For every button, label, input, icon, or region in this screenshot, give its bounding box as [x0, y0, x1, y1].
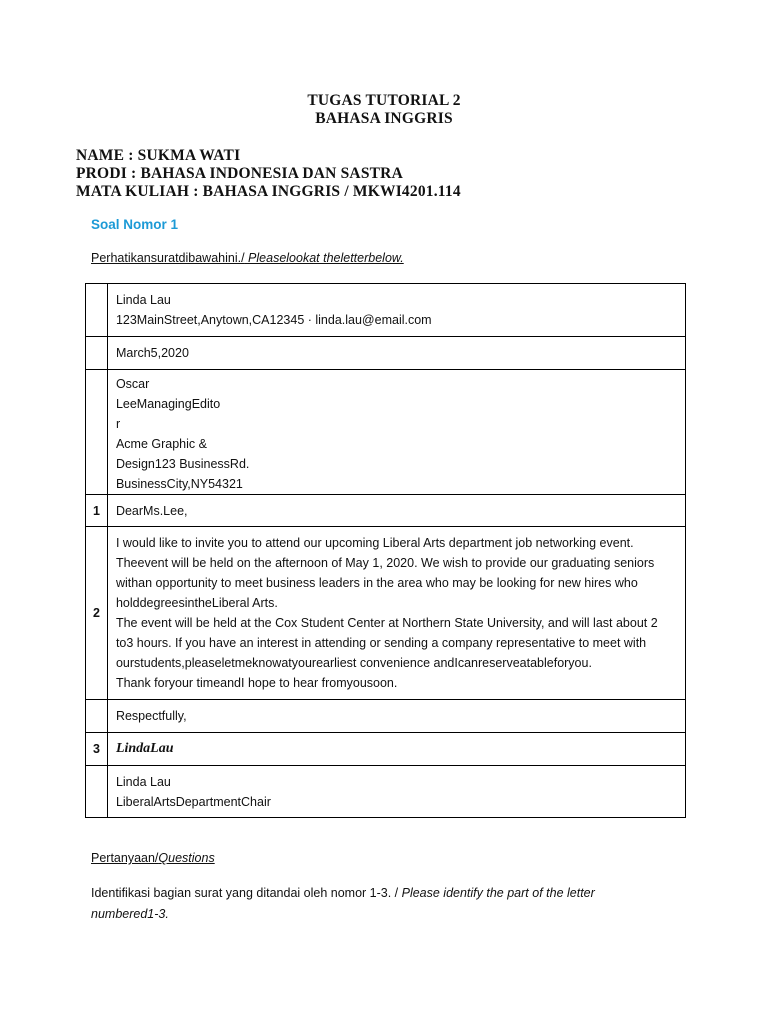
questions-heading-en: Questions [158, 851, 215, 865]
recipient-line: Oscar [115, 377, 150, 391]
letter-table [85, 283, 686, 818]
question-number-heading: Soal Nomor 1 [91, 217, 179, 232]
recipient-line: LeeManagingEdito [115, 397, 221, 411]
questions-body-id: Identifikasi bagian surat yang ditandai oleh nomor 1-3. / [91, 886, 402, 900]
doc-title-line1: TUGAS TUTORIAL 2 [307, 92, 461, 109]
instruction-id: Perhatikansuratdibawahini./ [91, 251, 245, 265]
questions-body [91, 883, 651, 925]
body-line: to3 hours. If you have an interest in attending or sending a company representative to meet with [115, 636, 647, 650]
body-line: I would like to invite you to attend our upcoming Liberal Arts department job networking event. [115, 536, 634, 550]
doc-title-line2: BAHASA INGGRIS [315, 110, 453, 127]
recipient-line: r [115, 417, 121, 431]
signature-cell: LindaLau [107, 733, 685, 766]
row-body [86, 527, 686, 700]
body-cell [107, 527, 685, 700]
recipient-line: Design123 BusinessRd. [115, 457, 250, 471]
marker-1: 1 [86, 495, 108, 527]
signer-title: LiberalArtsDepartmentChair [115, 794, 271, 809]
instruction-en: Pleaselookat theletterbelow. [244, 251, 404, 265]
row-salutation [86, 495, 686, 527]
row-closing [86, 700, 686, 733]
row-recipient [86, 370, 686, 495]
recipient-line: Acme Graphic & [115, 437, 207, 451]
student-name: NAME : SUKMA WATI [76, 147, 241, 164]
body-line: withan opportunity to meet business leaders in the area who may be looking for new hires who [115, 576, 638, 590]
row-signature [86, 733, 686, 766]
study-program: PRODI : BAHASA INDONESIA DAN SASTRA [76, 165, 403, 182]
closing-cell: Respectfully, [107, 700, 685, 733]
salutation-cell: DearMs.Lee, [107, 495, 685, 527]
course-name: MATA KULIAH : BAHASA INGGRIS / MKWI4201.114 [76, 183, 461, 200]
sender-name: Linda Lau [115, 293, 171, 307]
row-signer [86, 766, 686, 818]
date-cell: March5,2020 [107, 337, 685, 370]
body-line: Thank foryour timeandI hope to hear fromyousoon. [115, 676, 398, 690]
sender-address: 123MainStreet,Anytown,CA12345 · linda.lau@email.com [115, 313, 432, 327]
signer-name: Linda Lau [115, 774, 171, 789]
body-line: Theevent will be held on the afternoon of May 1, 2020. We wish to provide our graduating seniors [115, 556, 655, 570]
questions-heading-id: Pertanyaan/ [91, 851, 159, 865]
marker-3: 3 [86, 733, 108, 766]
body-line: The event will be held at the Cox Student Center at Northern State University, and will last about 2 [115, 616, 658, 630]
recipient-cell [107, 370, 685, 495]
sender-cell [107, 284, 685, 337]
marker-2: 2 [86, 527, 108, 700]
instruction-text [91, 251, 404, 265]
questions-body-en: Please identify the part of the letter numbered1-3. [91, 886, 595, 921]
row-date [86, 337, 686, 370]
recipient-line: BusinessCity,NY54321 [115, 477, 243, 491]
body-line: holddegreesintheLiberal Arts. [115, 596, 278, 610]
row-sender [86, 284, 686, 337]
body-line: ourstudents,pleaseletmeknowatyourearliest convenience andIcanreserveatableforyou. [115, 656, 592, 670]
signer-cell [107, 766, 685, 818]
questions-heading [91, 851, 215, 865]
